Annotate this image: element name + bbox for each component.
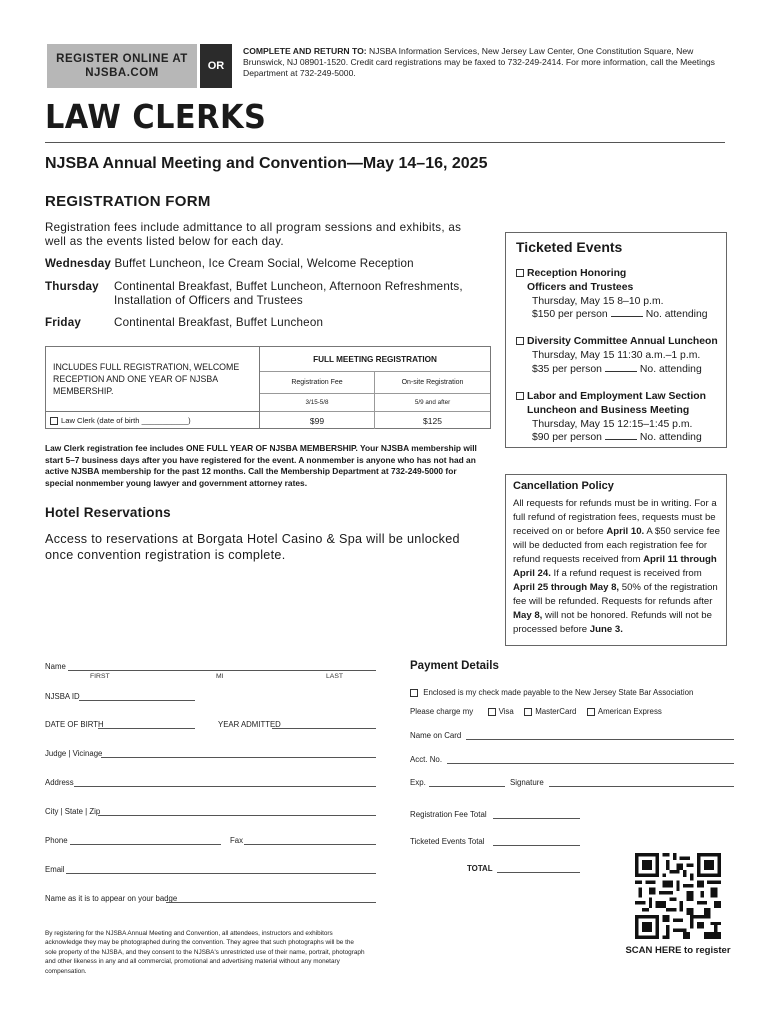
register-online-banner[interactable]: REGISTER ONLINE AT NJSBA.COM (47, 44, 197, 88)
njsba-id-label: NJSBA ID (45, 692, 80, 701)
mastercard-label: MasterCard (535, 707, 577, 716)
cancel-date: April 11 through April 24. (513, 554, 717, 579)
cancellation-text (513, 497, 723, 637)
day-events: Buffet Luncheon, Ice Cream Social, Welcome Reception (114, 257, 414, 270)
attending-label: No. attending (639, 432, 702, 444)
cancel-part: 50% of the registration fee will be refunded. Requests for refunds after (513, 582, 718, 607)
tix-total-input[interactable] (493, 837, 580, 846)
email-input[interactable] (66, 865, 376, 874)
badge-input[interactable] (166, 894, 376, 903)
law-clerk-label: Law Clerk (date of birth ___________) (61, 416, 191, 425)
acct-label: Acct. No. (410, 755, 443, 764)
hotel-text: Access to reservations at Borgata Hotel Casino & Spa will be unlocked once convention registration is complete. (45, 532, 460, 562)
full-meeting-header: FULL MEETING REGISTRATION (313, 354, 437, 364)
first-sublabel: FIRST (90, 673, 110, 680)
ticket-price-row (516, 363, 726, 377)
dob-label: DATE OF BIRTH (45, 720, 104, 729)
qr-code-icon[interactable] (635, 853, 721, 939)
fee-col-row (260, 372, 490, 394)
ticket-event-reception (516, 267, 726, 322)
event-subtitle: NJSBA Annual Meeting and Convention—May 14–16, 2025 (45, 155, 488, 172)
charge-label: Please charge my (410, 707, 474, 716)
fee-date-row (260, 394, 490, 412)
phone-input[interactable] (70, 836, 221, 845)
ticket-event-diversity (516, 335, 726, 376)
signature-label: Signature (510, 778, 544, 787)
ticket-price: $150 per person (532, 309, 608, 321)
reg-total-label: Registration Fee Total (410, 810, 487, 819)
city-label: City | State | Zip (45, 807, 101, 816)
return-label: COMPLETE AND RETURN TO: (243, 46, 367, 56)
attending-input[interactable] (611, 308, 643, 317)
photo-consent-text: By registering for the NJSBA Annual Meeting and Convention, all attendees, instructors and exhibitors acknowledge they may be photographed during the convention. They agree that such photographs will be the sole property of the NJSBA, and they consent to the NJSBA's unrestricted use of their name, portrait, photograph and other likeness in any and all commercial, promotional and advertising material without any monetary compensation. (45, 930, 365, 975)
cancel-part: will not be honored. Refunds will not be processed before (513, 610, 712, 635)
onsite-price: $125 (423, 415, 442, 426)
ticketed-events-box (505, 232, 727, 448)
signature-input[interactable] (549, 778, 734, 787)
ticket-price-row (516, 308, 726, 322)
ticket-checkbox[interactable] (516, 269, 524, 277)
address-input[interactable] (74, 778, 376, 787)
law-clerk-checkbox[interactable] (50, 417, 58, 425)
intro-text: Registration fees include admittance to all program sessions and exhibits, as well as the events listed below for each day. (45, 221, 462, 248)
cancel-date: June 3. (589, 624, 623, 635)
onsite-date-range: 5/9 and after (414, 399, 451, 406)
total-input[interactable] (497, 864, 580, 873)
check-checkbox[interactable] (410, 689, 418, 697)
return-text: NJSBA Information Services, New Jersey Law Center, One Constitution Square, New Brunswick, NJ 08901-1520. Credit card registrations may be faxed to 732-249-2414. For more information, call the Meetings Department at 732-249-5000. (243, 46, 715, 78)
mi-sublabel: MI (216, 673, 224, 680)
total-label: TOTAL (467, 864, 493, 873)
ticket-when: Thursday, May 15 12:15–1:45 p.m. (532, 418, 693, 430)
fee-table (45, 346, 491, 429)
judge-label: Judge | Vicinage (45, 749, 103, 758)
exp-label: Exp. (410, 778, 426, 787)
ticket-name-row (516, 267, 726, 295)
ticket-name: Reception Honoring Officers and Trustees (527, 268, 634, 293)
day-wednesday (45, 257, 485, 271)
name-input[interactable] (68, 662, 376, 671)
payment-heading: Payment Details (410, 660, 499, 672)
amex-checkbox[interactable] (587, 708, 595, 716)
year-admitted-input[interactable] (272, 720, 376, 729)
law-clerk-note: Law Clerk registration fee includes ONE FULL YEAR OF NJSBA MEMBERSHIP. Your NJSBA membership will start 5–7 business days after you have registered for the event. A nonmember is anyone who has not had an active NJSBA membership for the past 12 months. Call the Membership Department at 732-249-5000 for special nonmember young lawyer and government attorney rates. (45, 443, 477, 488)
ticket-name-row (516, 390, 726, 418)
hotel-heading: Hotel Reservations (45, 505, 171, 520)
amex-label: American Express (597, 707, 662, 716)
cancel-date: April 10. (606, 526, 645, 537)
name-label: Name (45, 662, 66, 671)
fee-header-row (260, 347, 490, 372)
ticket-price: $90 per person (532, 432, 602, 444)
phone-label: Phone (45, 836, 68, 845)
exp-input[interactable] (429, 778, 505, 787)
cancel-date: April 25 through May 8, (513, 582, 620, 593)
ticket-price-row (516, 431, 726, 445)
reg-total-input[interactable] (493, 810, 580, 819)
last-sublabel: LAST (326, 673, 343, 680)
njsba-id-input[interactable] (79, 692, 195, 701)
attending-label: No. attending (639, 363, 702, 375)
cancel-part: If a refund request is received from (550, 568, 702, 579)
email-label: Email (45, 865, 65, 874)
day-label: Friday (45, 316, 81, 329)
cancellation-box (505, 474, 727, 646)
attending-input[interactable] (605, 363, 637, 372)
mastercard-checkbox[interactable] (524, 708, 532, 716)
ticketed-events-heading: Ticketed Events (516, 239, 623, 255)
day-events: Continental Breakfast, Buffet Luncheon (114, 316, 324, 329)
badge-label: Name as it is to appear on your badge (45, 894, 178, 903)
fax-input[interactable] (244, 836, 376, 845)
fax-label: Fax (230, 836, 243, 845)
ticket-event-labor (516, 390, 726, 445)
ticket-name: Diversity Committee Annual Luncheon (527, 336, 718, 347)
day-friday (45, 316, 485, 330)
fee-includes-cell (46, 347, 260, 428)
ticket-price: $35 per person (532, 363, 602, 375)
day-label: Wednesday (45, 257, 112, 270)
onsite-header: On-site Registration (401, 379, 464, 386)
attending-input[interactable] (605, 431, 637, 440)
ticket-checkbox[interactable] (516, 337, 524, 345)
registration-fee-header: Registration Fee (260, 372, 375, 393)
return-address (243, 46, 723, 79)
check-label: Enclosed is my check made payable to the New Jersey State Bar Association (423, 688, 694, 697)
name-on-card-input[interactable] (466, 731, 734, 740)
or-badge: OR (200, 44, 232, 88)
ticket-when: Thursday, May 15 8–10 p.m. (532, 295, 664, 307)
city-input[interactable] (98, 807, 376, 816)
includes-text: INCLUDES FULL REGISTRATION, WELCOME RECEPTION AND ONE YEAR OF NJSBA MEMBERSHIP. (53, 362, 240, 396)
early-price: $99 (260, 412, 375, 429)
ticket-name-row (516, 335, 726, 349)
fee-grid (260, 347, 490, 428)
attending-label: No. attending (645, 309, 708, 321)
cancel-part: A $50 service fee will be deducted from each registration fee for refund requests received from (513, 526, 720, 565)
day-label: Thursday (45, 280, 99, 293)
page-title: LAW CLERKS (45, 97, 267, 136)
address-label: Address (45, 778, 74, 787)
day-events: Continental Breakfast, Buffet Luncheon, Afternoon Refreshments, Installation of Officers and Trustees (114, 280, 463, 307)
ticket-name: Labor and Employment Law Section Luncheon and Business Meeting (527, 391, 706, 416)
dob-input[interactable] (98, 720, 195, 729)
cancel-date: May 8, (513, 610, 543, 621)
visa-checkbox[interactable] (488, 708, 496, 716)
ticket-when: Thursday, May 15 11:30 a.m.–1 p.m. (532, 349, 701, 361)
tix-total-label: Ticketed Events Total (410, 837, 485, 846)
acct-input[interactable] (447, 755, 734, 764)
cancellation-heading: Cancellation Policy (513, 480, 614, 492)
ticket-checkbox[interactable] (516, 392, 524, 400)
charge-row (410, 707, 662, 716)
form-heading: REGISTRATION FORM (45, 193, 211, 210)
scan-here-text: SCAN HERE to register (625, 945, 731, 956)
fee-price-row (260, 412, 490, 429)
year-admitted-label: YEAR ADMITTED (218, 720, 281, 729)
name-on-card-label: Name on Card (410, 731, 462, 740)
title-divider (45, 142, 725, 143)
day-thursday (45, 280, 485, 308)
judge-input[interactable] (101, 749, 376, 758)
check-option[interactable] (410, 688, 693, 697)
visa-label: Visa (498, 707, 514, 716)
early-date-range: 3/15-5/8 (260, 394, 375, 411)
cancel-part: All requests for refunds must be in writing. For a full refund of registration fees, requests must be received on or before (513, 498, 717, 537)
law-clerk-row[interactable] (46, 411, 259, 429)
